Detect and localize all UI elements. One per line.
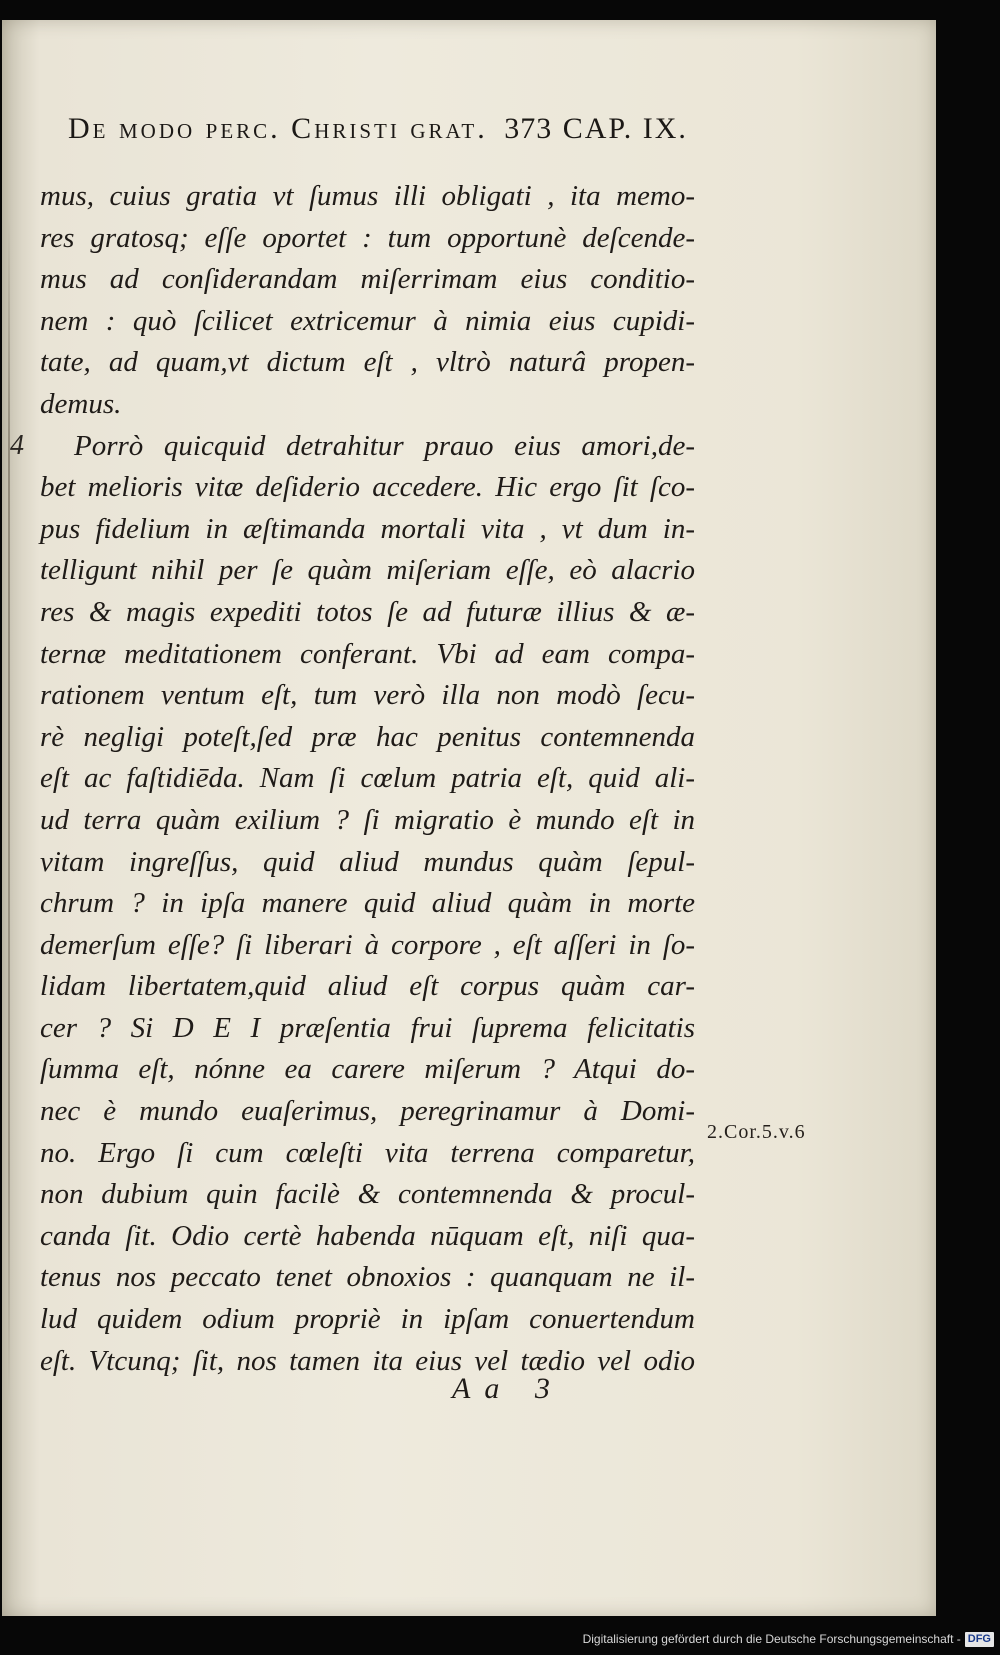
text-line: nem : quò ſcilicet extricemur à nimia eius cupidi-	[40, 304, 695, 337]
paragraph-number: 4	[10, 430, 24, 461]
text-line: tate, ad quam,vt dictum eſt , vltrò naturâ propen-	[40, 346, 695, 379]
text-line: mus ad conſiderandam miſerrimam eius conditio-	[40, 263, 695, 296]
running-head	[68, 112, 868, 146]
text-line: lud quidem odium propriè in ipſam conuertendum	[40, 1303, 695, 1336]
text-line: eſt. Vtcunq; ſit, nos tamen ita eius vel tædio vel odio	[40, 1344, 695, 1377]
text-line: vitam ingreſſus, quid aliud mundus quàm ſepul-	[40, 845, 695, 878]
text-line: res gratosq; eſſe oportet : tum opportunè deſcende-	[40, 221, 695, 254]
text-line: cer ? Si D E I præſentia frui ſuprema felicitatis	[40, 1011, 695, 1044]
binding-shadow	[8, 220, 10, 1400]
digitization-credit	[583, 1629, 994, 1649]
text-line: no. Ergo ſi cum cœleſti vita terrena comparetur,	[40, 1136, 695, 1169]
dfg-logo-icon: DFG	[965, 1632, 994, 1647]
book-page	[2, 20, 936, 1616]
text-line: eſt ac faſtidiēda. Nam ſi cœlum patria eſt, quid ali-	[40, 762, 695, 795]
text-line: canda ſit. Odio certè habenda nūquam eſt, niſi qua-	[40, 1219, 695, 1252]
chapter-label: CAP. IX.	[562, 112, 688, 145]
text-line: lidam libertatem,quid aliud eſt corpus quàm car-	[40, 970, 695, 1003]
text-line: Porrò quicquid detrahitur prauo eius amori,de-	[74, 429, 695, 462]
signature-mark: Aa 3	[452, 1372, 564, 1405]
text-line: nec è mundo euaſerimus, peregrinamur à Domi-	[40, 1095, 695, 1128]
text-line: non dubium quin facilè & contemnenda & procul-	[40, 1178, 695, 1211]
text-line: demerſum eſſe? ſi liberari à corpore , eſt aſſeri in ſo-	[40, 928, 695, 961]
text-line: mus, cuius gratia vt ſumus illi obligati , ita memo-	[40, 180, 695, 212]
text-line: rationem ventum eſt, tum verò illa non modò ſecu-	[40, 679, 695, 712]
running-head-title: De modo perc. Christi grat.	[68, 112, 488, 145]
text-line: telligunt nihil per ſe quàm miſeriam eſſe, eò alacrio	[40, 554, 695, 587]
text-line: ud terra quàm exilium ? ſi migratio è mundo eſt in	[40, 803, 695, 836]
text-line: demus.	[40, 387, 122, 420]
body-text	[40, 176, 695, 1382]
text-line: tenus nos peccato tenet obnoxios : quanquam ne il-	[40, 1261, 695, 1294]
text-line: chrum ? in ipſa manere quid aliud quàm in morte	[40, 887, 695, 920]
page-number: 373	[504, 112, 553, 145]
credit-text: Digitalisierung gefördert durch die Deutsche Forschungsgemeinschaft -	[582, 1632, 961, 1646]
marginal-note: 2.Cor.5.v.6	[707, 1121, 806, 1143]
text-line: rè negligi poteſt,ſed præ hac penitus contemnenda	[40, 720, 695, 753]
text-line: pus fidelium in æſtimanda mortali vita , vt dum in-	[40, 512, 695, 545]
text-line: bet melioris vitæ deſiderio accedere. Hic ergo ſit ſco-	[40, 471, 695, 504]
text-line: ternæ meditationem conferant. Vbi ad eam compa-	[40, 637, 695, 670]
text-line: res & magis expediti totos ſe ad futuræ illius & æ-	[40, 595, 695, 628]
text-line: ſumma eſt, nónne ea carere miſerum ? Atqui do-	[40, 1053, 695, 1086]
